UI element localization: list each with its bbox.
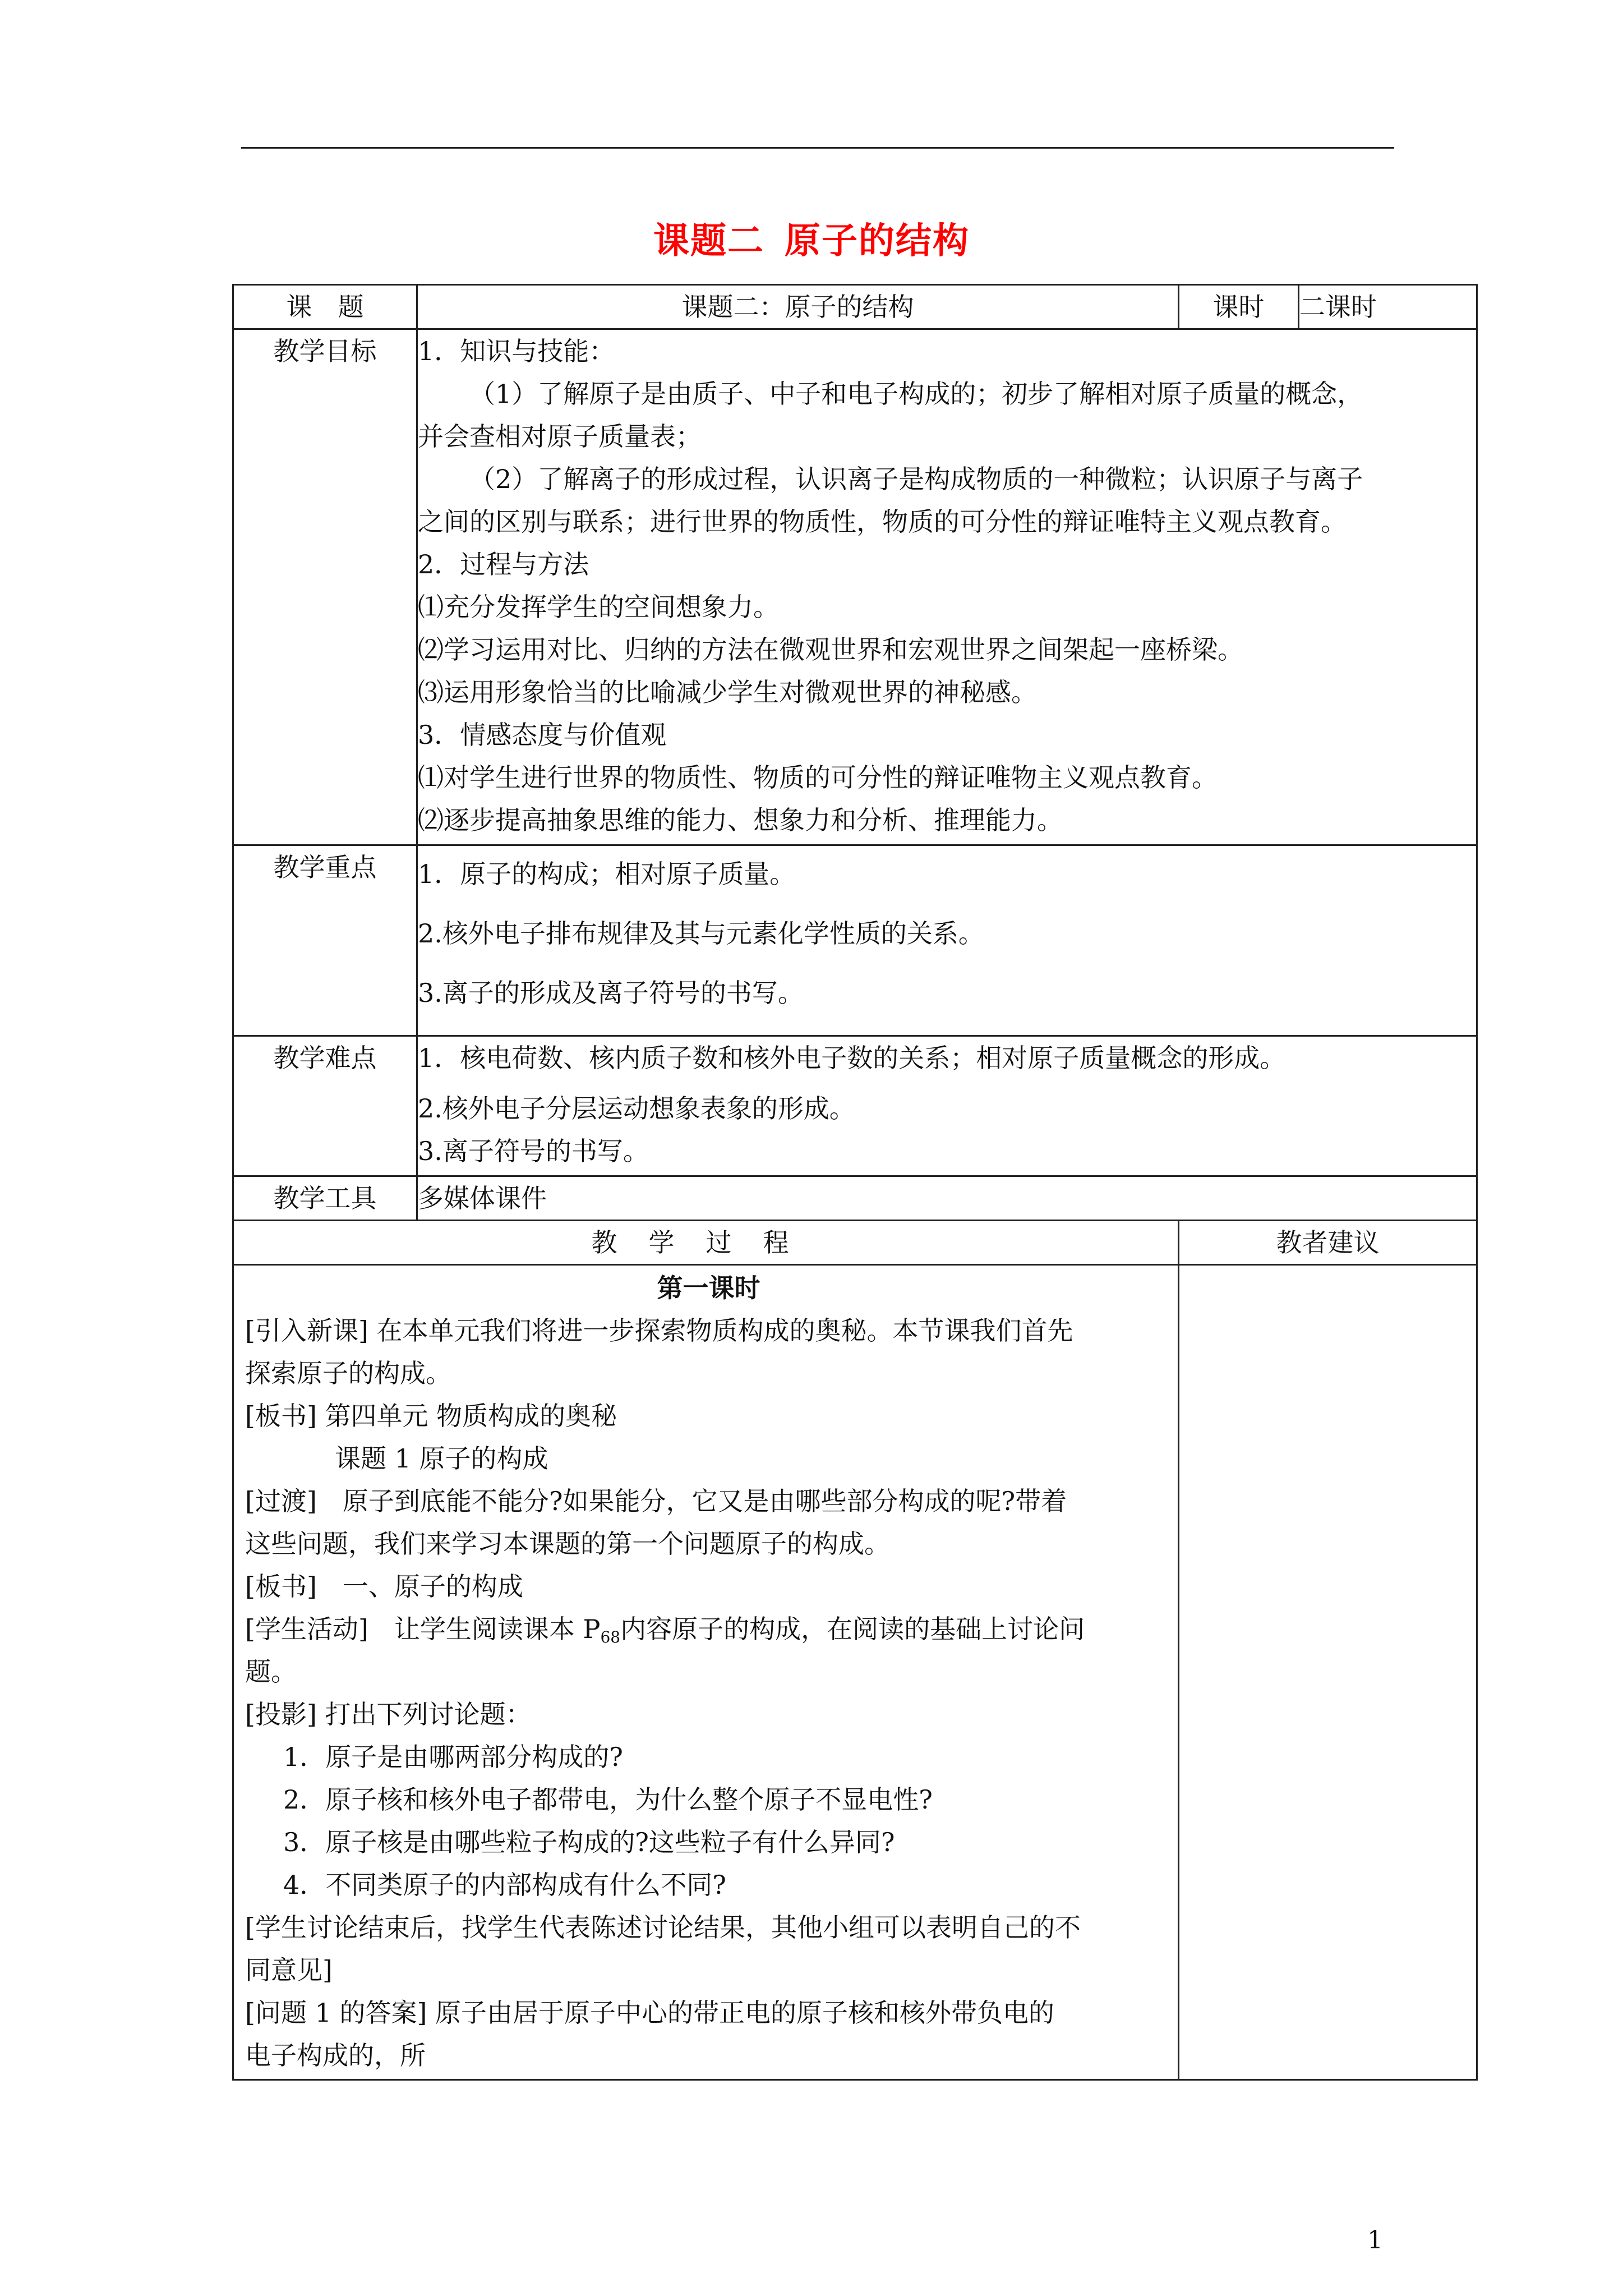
row-topic <box>233 285 1477 329</box>
process-line: [问题 1 的答案] 原子由居于原子中心的带正电的原子核和核外带负电的 <box>245 1998 1055 2028</box>
goal-line: ⑴对学生进行世界的物质性、物质的可分性的辩证唯物主义观点教育。 <box>418 762 1218 793</box>
row-key-points <box>233 845 1477 1036</box>
row-difficulties <box>233 1036 1477 1176</box>
difficulties-label: 教学难点 <box>233 1036 417 1176</box>
tools-value: 多媒体课件 <box>417 1176 1477 1221</box>
advice-header: 教者建议 <box>1179 1221 1477 1265</box>
goal-line: 之间的区别与联系；进行世界的物质性，物质的可分性的辩证唯特主义观点教育。 <box>418 507 1347 537</box>
title-main: 课题二 <box>653 220 764 262</box>
key-point-line: 1．原子的构成；相对原子质量。 <box>418 859 796 889</box>
key-points-content <box>417 845 1477 1036</box>
difficulties-content <box>417 1036 1477 1176</box>
process-line: [板书] 第四单元 物质构成的奥秘 <box>245 1401 617 1431</box>
discussion-question: 1．原子是由哪两部分构成的? <box>283 1742 623 1772</box>
process-line: 探索原子的构成。 <box>245 1358 451 1388</box>
difficulty-line: 1．核电荷数、核内质子数和核外电子数的关系；相对原子质量概念的形成。 <box>418 1043 1286 1073</box>
row-goals <box>233 329 1477 845</box>
lesson-plan-table <box>232 284 1478 2081</box>
hours-value: 二课时 <box>1299 285 1477 329</box>
row-tools <box>233 1176 1477 1221</box>
advice-content <box>1179 1265 1477 2080</box>
key-point-line: 3.离子的形成及离子符号的书写。 <box>418 978 804 1008</box>
process-line: [引入新课] 在本单元我们将进一步探索物质构成的奥秘。本节课我们首先 <box>245 1315 1073 1346</box>
topic-value: 课题二：原子的结构 <box>417 285 1179 329</box>
process-content <box>233 1265 1179 2080</box>
page-title <box>0 212 1623 264</box>
discussion-question: 3．原子核是由哪些粒子构成的?这些粒子有什么异同? <box>283 1827 895 1857</box>
goal-line: 并会查相对原子质量表； <box>418 421 702 452</box>
discussion-question: 4．不同类原子的内部构成有什么不同? <box>283 1870 726 1900</box>
process-line: [投影] 打出下列讨论题： <box>245 1699 532 1729</box>
goal-line: ⑶运用形象恰当的比喻减少学生对微观世界的神秘感。 <box>418 677 1037 707</box>
row-process-header <box>233 1221 1477 1265</box>
process-line: [学生活动] 让学生阅读课本 $P_{68}$内容原子的构成，在阅读的基础上讨论问 <box>245 1614 1085 1646</box>
process-line: 同意见] <box>245 1955 333 1985</box>
title-sub: 原子的结构 <box>785 220 970 262</box>
goal-line: ⑵学习运用对比、归纳的方法在微观世界和宏观世界之间架起一座桥梁。 <box>418 634 1243 665</box>
key-points-label: 教学重点 <box>233 845 417 1036</box>
goal-line: （2）了解离子的形成过程，认识离子是构成物质的一种微粒；认识原子与离子 <box>469 464 1363 494</box>
discussion-question: 2．原子核和核外电子都带电，为什么整个原子不显电性? <box>283 1784 933 1815</box>
process-header: 教学过程 <box>233 1221 1179 1265</box>
process-line: [学生讨论结束后，找学生代表陈述讨论结果，其他小组可以表明自己的不 <box>245 1912 1081 1943</box>
process-line: 这些问题，我们来学习本课题的第一个问题原子的构成。 <box>245 1529 890 1559</box>
topic-label: 课 题 <box>233 285 417 329</box>
goal-line: 1．知识与技能： <box>418 336 615 366</box>
process-line: [板书] 一、原子的构成 <box>245 1571 523 1602</box>
row-process <box>233 1265 1477 2080</box>
process-line: [过渡] 原子到底能不能分?如果能分，它又是由哪些部分构成的呢?带着 <box>245 1486 1067 1516</box>
header-rule <box>241 147 1394 149</box>
key-point-line: 2.核外电子排布规律及其与元素化学性质的关系。 <box>418 918 984 949</box>
page-number: 1 <box>1367 2226 1383 2254</box>
goal-line: 2．过程与方法 <box>418 549 589 579</box>
goal-line: ⑴充分发挥学生的空间想象力。 <box>418 592 779 622</box>
goal-line: ⑵逐步提高抽象思维的能力、想象力和分析、推理能力。 <box>418 805 1063 835</box>
goals-content <box>417 329 1477 845</box>
tools-label: 教学工具 <box>233 1176 417 1221</box>
process-line: 电子构成的，所 <box>245 2040 426 2070</box>
process-line: 课题 1 原子的构成 <box>335 1443 548 1474</box>
session-title: 第一课时 <box>657 1273 760 1303</box>
hours-label: 课时 <box>1179 285 1299 329</box>
difficulty-line: 3.离子符号的书写。 <box>418 1136 649 1166</box>
goals-label: 教学目标 <box>233 329 417 845</box>
difficulty-line: 2.核外电子分层运动想象表象的形成。 <box>418 1093 855 1124</box>
goal-line: （1）了解原子是由质子、中子和电子构成的；初步了解相对原子质量的概念， <box>469 379 1363 409</box>
process-line: 题。 <box>245 1657 297 1687</box>
goal-line: 3．情感态度与价值观 <box>418 720 667 750</box>
